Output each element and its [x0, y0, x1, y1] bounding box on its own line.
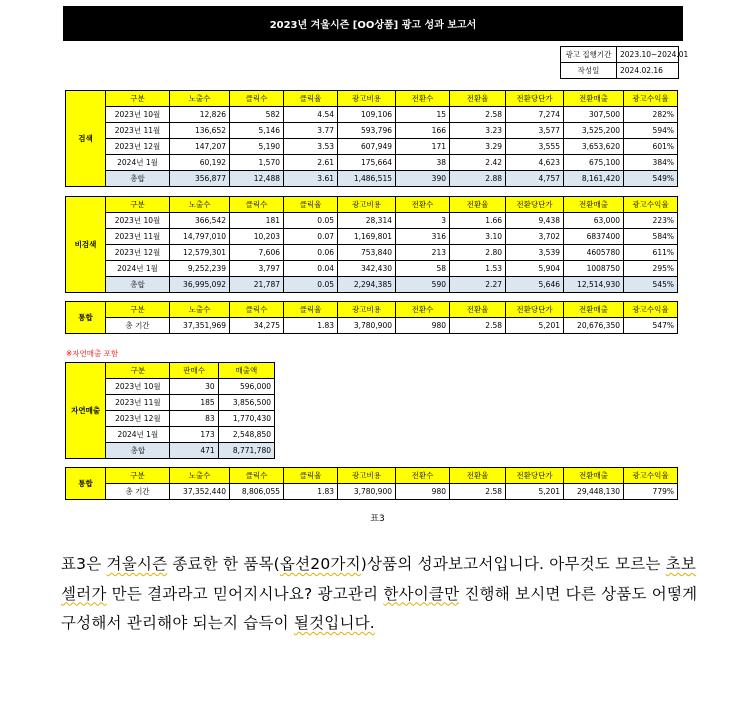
table-row [66, 107, 678, 123]
table-cell: 1.53 [450, 261, 506, 277]
table-cell: 171 [396, 139, 450, 155]
column-header: 클릭율 [284, 91, 338, 107]
table-cell: 3 [396, 213, 450, 229]
table-cell: 20,676,350 [564, 318, 624, 334]
table-cell: 390 [396, 171, 450, 187]
table-cell: 9,252,239 [170, 261, 230, 277]
table-cell: 83 [170, 411, 218, 427]
column-header: 광고비용 [338, 302, 396, 318]
total-row [66, 171, 678, 187]
underlined-word-2: 옵션20가지 [279, 555, 361, 573]
table-cell: 1008750 [564, 261, 624, 277]
column-header: 구분 [106, 197, 170, 213]
table-cell: 9,438 [506, 213, 564, 229]
combined-table-2 [65, 467, 678, 500]
table-cell: 2.42 [450, 155, 506, 171]
header-row [66, 197, 678, 213]
table-cell: 0.05 [284, 213, 338, 229]
table-cell: 34,275 [230, 318, 284, 334]
row-label: 총합 [106, 171, 170, 187]
row-label: 총 기간 [106, 484, 170, 500]
table-cell: 2.80 [450, 245, 506, 261]
table-cell: 29,448,130 [564, 484, 624, 500]
table-cell: 5,646 [506, 277, 564, 293]
column-header: 클릭수 [230, 468, 284, 484]
table-cell: 136,652 [170, 123, 230, 139]
table-cell: 1.66 [450, 213, 506, 229]
table-cell: 173 [170, 427, 218, 443]
table-cell: 471 [170, 443, 218, 459]
nonsearch-table [65, 196, 678, 293]
table-cell: 2,548,850 [218, 427, 274, 443]
column-header: 광고수익율 [624, 468, 678, 484]
column-header: 전환수 [396, 468, 450, 484]
table-cell: 582 [230, 107, 284, 123]
column-header: 클릭율 [284, 197, 338, 213]
table-cell: 3.61 [284, 171, 338, 187]
column-header: 전환당단가 [506, 197, 564, 213]
table-cell: 213 [396, 245, 450, 261]
underlined-word-4: 한사이클만 [383, 584, 460, 603]
table-cell: 366,542 [170, 213, 230, 229]
header-row [66, 91, 678, 107]
table-cell: 175,664 [338, 155, 396, 171]
column-header: 전환수 [396, 197, 450, 213]
table-cell: 30 [170, 379, 218, 395]
column-header: 전환율 [450, 468, 506, 484]
table-cell: 593,796 [338, 123, 396, 139]
table-row [66, 318, 678, 334]
column-header: 노출수 [170, 302, 230, 318]
row-label: 2023년 10월 [106, 213, 170, 229]
table-cell: 594% [624, 123, 678, 139]
row-label: 2023년 12월 [106, 411, 170, 427]
column-header: 전환매출 [564, 197, 624, 213]
table-cell: 2,294,385 [338, 277, 396, 293]
table-cell: 28,314 [338, 213, 396, 229]
total-row [66, 277, 678, 293]
section-label: 비검색 [66, 197, 106, 293]
date-label: 작성일 [561, 63, 617, 79]
table-cell: 1,570 [230, 155, 284, 171]
table-cell: 980 [396, 484, 450, 500]
table-cell: 15 [396, 107, 450, 123]
table-cell: 8,806,055 [230, 484, 284, 500]
table-cell: 38 [396, 155, 450, 171]
table-cell: 3,539 [506, 245, 564, 261]
period-label: 광고 집행기간 [561, 47, 617, 63]
table-row [66, 484, 678, 500]
column-header: 광고수익율 [624, 197, 678, 213]
date-value: 2024.02.16 [617, 63, 679, 79]
column-header: 광고수익율 [624, 91, 678, 107]
column-header: 광고비용 [338, 197, 396, 213]
table-cell: 980 [396, 318, 450, 334]
table-cell: 181 [230, 213, 284, 229]
column-header: 매출액 [218, 363, 274, 379]
column-header: 광고비용 [338, 91, 396, 107]
table-cell: 590 [396, 277, 450, 293]
column-header: 클릭수 [230, 302, 284, 318]
table-cell: 3,525,200 [564, 123, 624, 139]
row-label: 2024년 1월 [106, 155, 170, 171]
table-cell: 63,000 [564, 213, 624, 229]
column-header: 전환매출 [564, 468, 624, 484]
table-row [66, 229, 678, 245]
table-cell: 384% [624, 155, 678, 171]
column-header: 전환율 [450, 197, 506, 213]
table-cell: 3,577 [506, 123, 564, 139]
table-cell: 223% [624, 213, 678, 229]
table-row [66, 155, 678, 171]
table-cell: 0.06 [284, 245, 338, 261]
table-cell: 5,190 [230, 139, 284, 155]
table-cell: 675,100 [564, 155, 624, 171]
column-header: 노출수 [170, 468, 230, 484]
column-header: 전환당단가 [506, 302, 564, 318]
row-label: 2023년 11월 [106, 229, 170, 245]
table-cell: 3,856,500 [218, 395, 274, 411]
table-cell: 547% [624, 318, 678, 334]
natural-sales-table [65, 362, 275, 459]
table-cell: 0.05 [284, 277, 338, 293]
column-header: 전환수 [396, 91, 450, 107]
table-cell: 307,500 [564, 107, 624, 123]
para-text-3: )상품의 성과보고서입니다. 아무것도 모르는 [360, 555, 666, 573]
column-header: 전환수 [396, 302, 450, 318]
table-cell: 545% [624, 277, 678, 293]
table-cell: 21,787 [230, 277, 284, 293]
table-cell: 3,780,900 [338, 318, 396, 334]
underlined-word-5: 될것입니다. [293, 614, 375, 632]
table-row [66, 139, 678, 155]
table-cell: 1,486,515 [338, 171, 396, 187]
table-cell: 316 [396, 229, 450, 245]
row-label: 총합 [106, 443, 170, 459]
report-title: 2023년 겨울시즌 [OO상품] 광고 성과 보고서 [63, 6, 683, 41]
table-cell: 8,771,780 [218, 443, 274, 459]
table-cell: 596,000 [218, 379, 274, 395]
column-header: 전환매출 [564, 91, 624, 107]
table-cell: 185 [170, 395, 218, 411]
header-row [66, 468, 678, 484]
table-cell: 3,555 [506, 139, 564, 155]
period-value: 2023.10~2024.01 [617, 47, 679, 63]
section-label: 통합 [66, 302, 106, 334]
table-cell: 36,995,092 [170, 277, 230, 293]
table-cell: 6837400 [564, 229, 624, 245]
table-cell: 1.83 [284, 318, 338, 334]
row-label: 2023년 12월 [106, 245, 170, 261]
table-row [66, 261, 678, 277]
row-label: 2023년 10월 [106, 379, 170, 395]
table-cell: 1.83 [284, 484, 338, 500]
table-cell: 12,514,930 [564, 277, 624, 293]
column-header: 클릭수 [230, 197, 284, 213]
para-text-1: 표3은 [61, 555, 107, 573]
row-label: 총합 [106, 277, 170, 293]
table-cell: 2.58 [450, 107, 506, 123]
table-cell: 0.07 [284, 229, 338, 245]
column-header: 전환율 [450, 91, 506, 107]
para-text-5: 진행해 보시면 다른 상품도 어떻게 구성해서 관리해야 되는지 습득이 [61, 584, 698, 632]
header-row [66, 363, 275, 379]
row-label: 2023년 12월 [106, 139, 170, 155]
table-cell: 2.58 [450, 318, 506, 334]
column-header: 노출수 [170, 197, 230, 213]
table-cell: 3,780,900 [338, 484, 396, 500]
table-cell: 3.23 [450, 123, 506, 139]
table-cell: 37,351,969 [170, 318, 230, 334]
table-cell: 601% [624, 139, 678, 155]
column-header: 클릭수 [230, 91, 284, 107]
column-header: 광고비용 [338, 468, 396, 484]
column-header: 판매수 [170, 363, 218, 379]
section-label: 통합 [66, 468, 106, 500]
table-cell: 109,106 [338, 107, 396, 123]
table-cell: 611% [624, 245, 678, 261]
underlined-word-1: 겨울시즌 [106, 555, 168, 573]
table-cell: 166 [396, 123, 450, 139]
column-header: 구분 [106, 302, 170, 318]
column-header: 구분 [106, 91, 170, 107]
table-cell: 3,702 [506, 229, 564, 245]
table-cell: 3.53 [284, 139, 338, 155]
table-cell: 5,201 [506, 484, 564, 500]
column-header: 전환매출 [564, 302, 624, 318]
column-header: 광고수익율 [624, 302, 678, 318]
table-cell: 3.77 [284, 123, 338, 139]
body-paragraph [61, 550, 701, 639]
row-label: 2024년 1월 [106, 261, 170, 277]
table-cell: 12,826 [170, 107, 230, 123]
table-cell: 549% [624, 171, 678, 187]
underlined-word-3: 초보셀러가 [61, 555, 697, 603]
column-header: 노출수 [170, 91, 230, 107]
table-cell: 1,169,801 [338, 229, 396, 245]
section-label: 검색 [66, 91, 106, 187]
table-cell: 356,877 [170, 171, 230, 187]
table-cell: 5,201 [506, 318, 564, 334]
table-cell: 4,623 [506, 155, 564, 171]
table-cell: 3,797 [230, 261, 284, 277]
natural-sales-note: ※자연매출 포함 [66, 349, 119, 358]
table-cell: 779% [624, 484, 678, 500]
row-label: 2023년 11월 [106, 395, 170, 411]
header-row [66, 302, 678, 318]
table-cell: 2.88 [450, 171, 506, 187]
column-header: 전환당단가 [506, 91, 564, 107]
table-cell: 342,430 [338, 261, 396, 277]
row-label: 2023년 10월 [106, 107, 170, 123]
table-cell: 60,192 [170, 155, 230, 171]
para-text-2: 종료한 한 품목( [167, 555, 280, 573]
table-cell: 0.04 [284, 261, 338, 277]
row-label: 총 기간 [106, 318, 170, 334]
table-cell: 2.58 [450, 484, 506, 500]
table-cell: 5,146 [230, 123, 284, 139]
table-cell: 3.29 [450, 139, 506, 155]
table-cell: 3.10 [450, 229, 506, 245]
table-cell: 4,757 [506, 171, 564, 187]
table-cell: 584% [624, 229, 678, 245]
column-header: 전환당단가 [506, 468, 564, 484]
table-row [66, 245, 678, 261]
table-cell: 4.54 [284, 107, 338, 123]
para-text-4: 만든 결과라고 믿어지시나요? 광고관리 [106, 584, 384, 603]
table-cell: 4605780 [564, 245, 624, 261]
combined-table-1 [65, 301, 678, 334]
table-cell: 37,352,440 [170, 484, 230, 500]
table-cell: 282% [624, 107, 678, 123]
table-cell: 5,904 [506, 261, 564, 277]
row-label: 2023년 11월 [106, 123, 170, 139]
table-cell: 1,770,430 [218, 411, 274, 427]
table-cell: 10,203 [230, 229, 284, 245]
table-row [66, 213, 678, 229]
table-cell: 14,797,010 [170, 229, 230, 245]
table-cell: 12,579,301 [170, 245, 230, 261]
table-cell: 607,949 [338, 139, 396, 155]
column-header: 구분 [106, 468, 170, 484]
column-header: 전환율 [450, 302, 506, 318]
table-row [66, 123, 678, 139]
table-cell: 753,840 [338, 245, 396, 261]
table-cell: 295% [624, 261, 678, 277]
table-cell: 8,161,420 [564, 171, 624, 187]
table-cell: 12,488 [230, 171, 284, 187]
table-cell: 7,274 [506, 107, 564, 123]
row-label: 2024년 1월 [106, 427, 170, 443]
column-header: 클릭율 [284, 302, 338, 318]
search-table [65, 90, 678, 187]
table-cell: 147,207 [170, 139, 230, 155]
meta-table [560, 46, 689, 79]
section-label: 자연매출 [66, 363, 106, 459]
column-header: 클릭율 [284, 468, 338, 484]
table-cell: 7,606 [230, 245, 284, 261]
table-cell: 58 [396, 261, 450, 277]
column-header: 구분 [106, 363, 170, 379]
table-cell: 3,653,620 [564, 139, 624, 155]
table-cell: 2.61 [284, 155, 338, 171]
table-cell: 2.27 [450, 277, 506, 293]
table-caption: 표3 [370, 514, 385, 524]
